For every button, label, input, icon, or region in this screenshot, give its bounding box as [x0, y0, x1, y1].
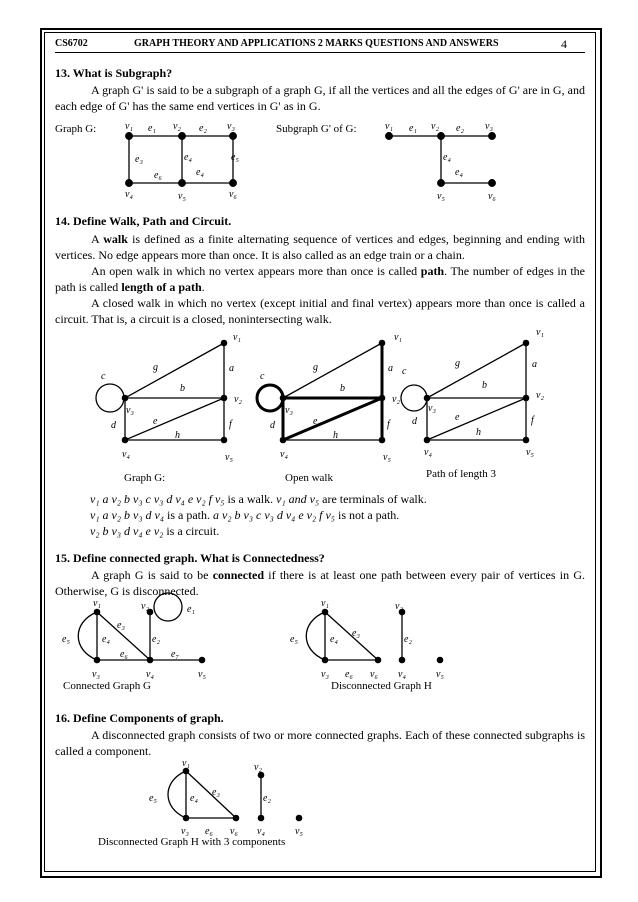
c3-label-v5: v₅	[295, 826, 303, 837]
q13-body: A graph G' is said to be a subgraph of a graph G, if all the vertices and all the edges of G' are in G, and each edge of G' has the same end vertices in G' as in G.	[55, 83, 585, 113]
caption-connected-g: Connected Graph G	[63, 680, 151, 692]
ow-label-v1: v₁	[394, 332, 402, 343]
text-run: A	[91, 232, 104, 246]
label-e6: e₆	[154, 170, 162, 181]
label-v2: v₂	[234, 394, 242, 405]
label-e4b: e₄	[196, 167, 204, 178]
text-run: is a path.	[164, 508, 213, 522]
dh-label-v4: v₄	[398, 669, 406, 680]
q15-heading: 15. Define connected graph. What is Connectedness?	[55, 551, 325, 565]
sub-label-e4b: e₄	[455, 167, 463, 178]
text-run: v₁ a v₂ b v₃ c v₃ d v₄ e v₂ f v₅	[90, 492, 225, 506]
c3-label-e6: e₆	[205, 826, 213, 837]
sub-label-e4: e₄	[443, 152, 451, 163]
header-title: GRAPH THEORY AND APPLICATIONS 2 MARKS QUESTIONS AND ANSWERS	[134, 38, 499, 49]
ow-label-c: c	[260, 371, 265, 382]
term-connected: connected	[212, 568, 265, 582]
dh-label-v2: v₂	[395, 601, 403, 612]
text-run: is not a path.	[334, 508, 400, 522]
pl-label-v1: v₁	[536, 327, 544, 338]
term-walk: walk	[103, 232, 128, 246]
text-run: is a walk.	[224, 492, 277, 506]
ow-label-g: g	[313, 362, 318, 373]
c3-label-v6: v₆	[230, 826, 238, 837]
ow-label-e: e	[313, 416, 318, 427]
label-e2: e₂	[199, 123, 207, 134]
label-v4: v₄	[122, 449, 130, 460]
pl-label-f: f	[531, 415, 534, 426]
label-f: f	[229, 419, 232, 430]
ow-label-v3: v₃	[285, 405, 293, 416]
caption-graph-g: Graph G:	[124, 472, 166, 484]
vertex-dot	[296, 815, 303, 822]
label-v3: v₃	[126, 405, 134, 416]
label-a: a	[229, 363, 234, 374]
label-v4: v₄	[125, 189, 133, 200]
label-d: d	[111, 420, 116, 431]
label-g: g	[153, 362, 158, 373]
c3-label-e4: e₄	[190, 793, 198, 804]
label-v1: v₁	[125, 121, 133, 132]
pl-label-v4: v₄	[424, 447, 432, 458]
q14-circuit-definition: A closed walk in which no vertex (except initial and final vertex) appears more than once is called a circuit. That is, a circuit is a closed, nonintersecting walk.	[55, 296, 585, 326]
label-e: e	[153, 416, 158, 427]
label-e3: e₃	[135, 154, 143, 165]
pl-label-e: e	[455, 412, 460, 423]
text-run: is a circuit.	[163, 524, 220, 538]
subgraph-label: Subgraph G' of G:	[276, 123, 357, 135]
label-h: h	[175, 430, 180, 441]
c3-label-v4: v₄	[257, 826, 265, 837]
sub-label-v1: v₁	[385, 121, 393, 132]
sub-label-v5: v₅	[437, 191, 445, 202]
cg-label-e5: e₅	[62, 634, 70, 645]
pl-label-v3: v₃	[428, 403, 436, 414]
cg-label-v2: v₂	[141, 601, 149, 612]
pl-label-v2: v₂	[536, 390, 544, 401]
ow-label-v4: v₄	[280, 449, 288, 460]
cg-label-e2: e₂	[152, 634, 160, 645]
graph-g-label: Graph G:	[55, 123, 97, 135]
c3-label-e3: e₃	[212, 787, 220, 798]
pl-label-b: b	[482, 380, 487, 391]
pl-label-v5: v₅	[526, 447, 534, 458]
q16-body: A disconnected graph consists of two or more connected graphs. Each of these connected subgraphs is called a component.	[55, 728, 585, 758]
c3-label-v2: v₂	[254, 762, 262, 773]
text-run: v₁ a v₂ b v₃ d v₄	[90, 508, 164, 522]
cg-label-v5: v₅	[198, 669, 206, 680]
ow-label-b: b	[340, 383, 345, 394]
course-code: CS6702	[55, 38, 88, 49]
text-run: A graph G is said to be	[91, 568, 213, 582]
ow-label-d: d	[270, 420, 275, 431]
label-v6: v₆	[229, 189, 237, 200]
pl-label-h: h	[476, 427, 481, 438]
label-e4: e₄	[184, 152, 192, 163]
dh-label-e3: e₃	[352, 628, 360, 639]
label-e5: e₅	[231, 152, 239, 163]
sub-label-v6: v₆	[488, 191, 496, 202]
text-run: a v₂ b v₃ c v₃ d v₄ e v₂ f v₅	[213, 508, 335, 522]
label-c: c	[101, 371, 106, 382]
label-v3: v₃	[227, 121, 235, 132]
c3-label-v1: v₁	[182, 758, 190, 769]
dh-label-e6: e₆	[345, 669, 353, 680]
dh-label-v3: v₃	[321, 669, 329, 680]
cg-label-e1: e₁	[187, 604, 195, 615]
ow-label-h: h	[333, 430, 338, 441]
label-e1: e₁	[148, 123, 156, 134]
dh-label-v6: v₆	[370, 669, 378, 680]
text-run: . The number of edges in the path is called	[55, 264, 585, 294]
page-number: 4	[561, 37, 567, 51]
cg-label-v4: v₄	[146, 669, 154, 680]
vertex-dot	[233, 815, 240, 822]
cg-label-e6: e₆	[120, 649, 128, 660]
dh-label-e5: e₅	[290, 634, 298, 645]
text-run: v₂ b v₃ d v₄ e v₂	[90, 524, 164, 538]
cg-label-e3: e₃	[117, 620, 125, 631]
ow-label-a: a	[388, 363, 393, 374]
label-v5: v₅	[178, 191, 186, 202]
text-run: .	[201, 280, 205, 294]
caption-components: Disconnected Graph H with 3 components	[98, 836, 286, 848]
label-v5: v₅	[225, 452, 233, 463]
pl-label-a: a	[532, 359, 537, 370]
text-run: v₁ and v₅	[276, 492, 320, 506]
pl-label-g: g	[455, 358, 460, 369]
dh-label-v5: v₅	[436, 669, 444, 680]
cg-label-e7: e₇	[171, 649, 179, 660]
label-v2: v₂	[173, 121, 181, 132]
c3-label-e5: e₅	[149, 793, 157, 804]
q14-heading: 14. Define Walk, Path and Circuit.	[55, 214, 232, 228]
pl-label-d: d	[412, 416, 417, 427]
caption-path-length: Path of length 3	[426, 468, 496, 480]
sub-label-e1: e₁	[409, 123, 417, 134]
sub-label-v3: v₃	[485, 121, 493, 132]
vertex-dot	[183, 815, 190, 822]
sub-label-e2: e₂	[456, 123, 464, 134]
term-length: length of a path	[121, 280, 202, 294]
label-v1: v₁	[233, 332, 241, 343]
text-run: is defined as a finite alternating sequence of vertices and edges, beginning and ending with vertices. No edge appears more than once. It is also called as an edge train or a chain.	[55, 232, 585, 262]
dh-label-e4: e₄	[330, 634, 338, 645]
cg-label-v1: v₁	[93, 598, 101, 609]
c3-label-v3: v₃	[181, 826, 189, 837]
ow-label-v5: v₅	[383, 452, 391, 463]
label-b: b	[180, 383, 185, 394]
q16-heading: 16. Define Components of graph.	[55, 711, 224, 725]
caption-disconnected-h: Disconnected Graph H	[331, 680, 432, 692]
dh-label-v1: v₁	[321, 598, 329, 609]
ow-label-v2: v₂	[392, 394, 400, 405]
cg-label-v3: v₃	[92, 669, 100, 680]
text-run: if there is at least one path between every pair of vertices in G. Otherwise, G is disconnected.	[55, 568, 585, 598]
c3-label-e2: e₂	[263, 793, 271, 804]
text-run: An open walk in which no vertex appears more than once is called	[91, 264, 421, 278]
cg-label-e4: e₄	[102, 634, 110, 645]
vertex-dot	[258, 815, 265, 822]
term-path: path	[420, 264, 445, 278]
dh-label-e2: e₂	[404, 634, 412, 645]
caption-open-walk: Open walk	[285, 472, 333, 484]
q13-heading: 13. What is Subgraph?	[55, 66, 173, 80]
ow-label-f: f	[387, 419, 390, 430]
text-run: are terminals of walk.	[319, 492, 427, 506]
pl-label-c: c	[402, 366, 407, 377]
sub-label-v2: v₂	[431, 121, 439, 132]
